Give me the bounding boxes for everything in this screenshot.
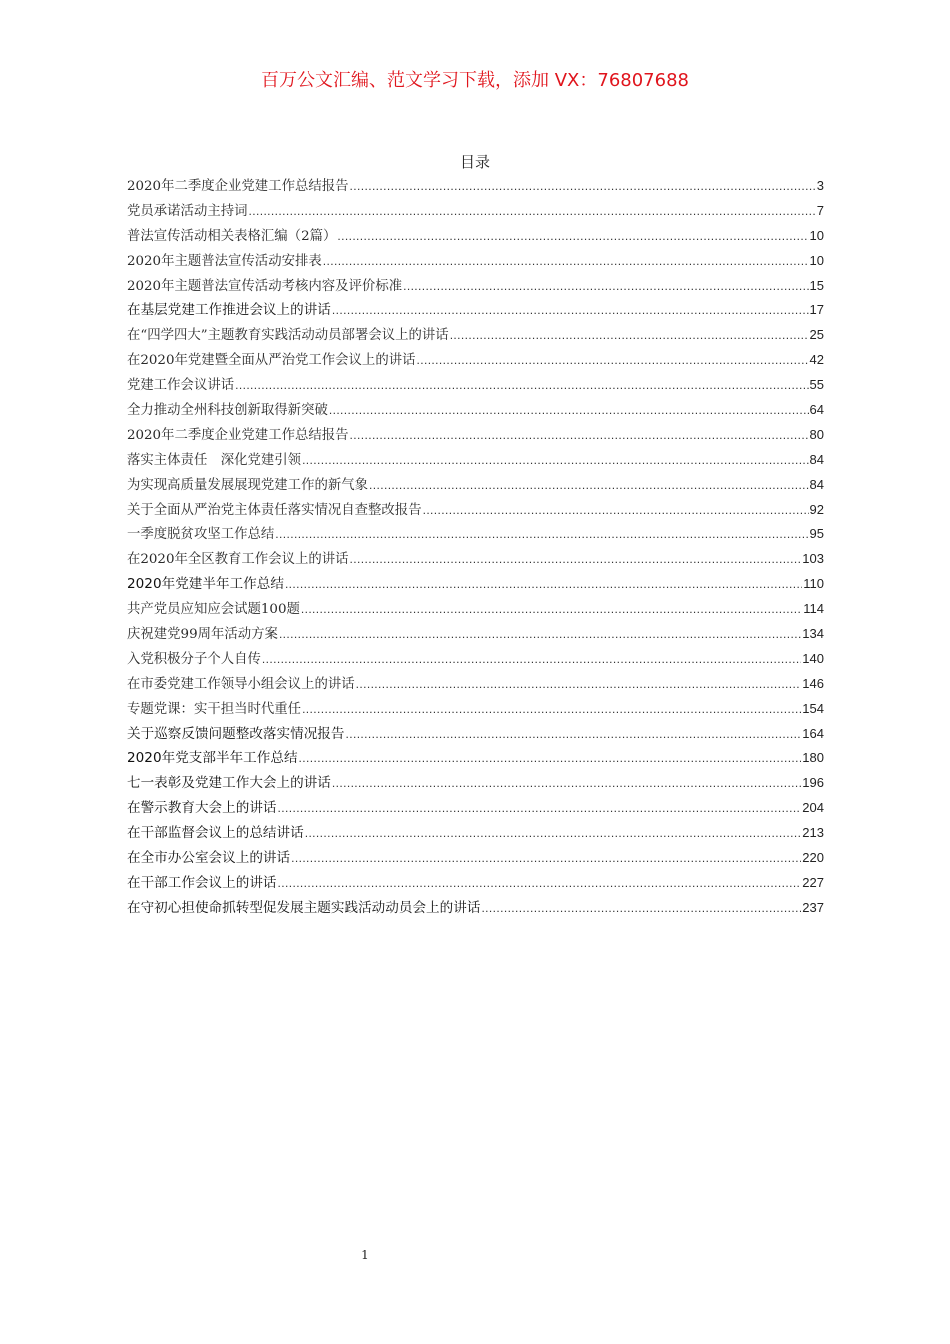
dot-leader	[291, 846, 801, 871]
dot-leader	[332, 298, 809, 323]
dot-leader	[249, 199, 816, 224]
toc-entry-title: 关于全面从严治党主体责任落实情况自查整改报告	[127, 502, 422, 518]
toc-entry-page: 237	[802, 899, 824, 915]
toc-entry[interactable]	[127, 373, 824, 398]
toc-entry[interactable]	[127, 746, 824, 771]
toc-entry-page: 154	[802, 700, 824, 716]
toc-entry[interactable]	[127, 722, 824, 747]
toc-entry-title: 在干部监督会议上的总结讲话	[127, 825, 304, 842]
toc-entry-title: 一季度脱贫攻坚工作总结	[127, 527, 275, 543]
toc-entry-page: 140	[802, 650, 824, 666]
toc-entry-title: 专题党课：实干担当时代重任	[127, 701, 302, 717]
toc-entry[interactable]	[127, 647, 824, 672]
toc-entry-page: 25	[809, 327, 824, 343]
dot-leader	[450, 323, 809, 348]
dot-leader	[332, 771, 801, 796]
dot-leader	[423, 498, 809, 523]
toc-entry-title: 2020年党支部半年工作总结	[127, 750, 298, 767]
toc-entry-title: 入党积极分子个人自传	[127, 651, 261, 667]
toc-entry-page: 134	[802, 626, 824, 642]
toc-entry[interactable]	[127, 249, 824, 274]
table-of-contents	[127, 174, 824, 921]
toc-entry-page: 146	[802, 675, 824, 691]
dot-leader	[302, 448, 808, 473]
dot-leader	[302, 697, 801, 722]
toc-entry-page: 80	[809, 426, 824, 442]
toc-entry[interactable]	[127, 697, 824, 722]
toc-entry-page: 95	[809, 526, 824, 542]
toc-entry-page: 180	[802, 750, 824, 766]
toc-entry-title: 在干部工作会议上的讲话	[127, 874, 277, 891]
toc-entry[interactable]	[127, 298, 824, 323]
dot-leader	[262, 647, 801, 672]
toc-entry[interactable]	[127, 274, 824, 299]
toc-entry-title: 2020年二季度企业党建工作总结报告	[127, 427, 349, 443]
toc-entry-title: 全力推动全州科技创新取得新突破	[127, 403, 328, 419]
toc-entry-page: 7	[816, 202, 824, 218]
toc-entry-page: 227	[802, 874, 824, 890]
toc-title: 目录	[459, 153, 490, 171]
toc-entry-title: 在基层党建工作推进会议上的讲话	[127, 302, 331, 319]
toc-entry-title: 在守初心担使命抓转型促发展主题实践活动动员会上的讲话	[127, 899, 481, 916]
toc-entry-title: 党员承诺活动主持词	[127, 203, 248, 219]
toc-entry-page: 84	[809, 451, 824, 467]
toc-entry[interactable]	[127, 348, 824, 373]
toc-entry-title: 2020年主题普法宣传活动考核内容及评价标准	[127, 278, 403, 294]
toc-entry[interactable]	[127, 199, 824, 224]
dot-leader	[350, 423, 809, 448]
toc-entry-title: 庆祝建党99周年活动方案	[127, 627, 278, 643]
toc-entry-title: 2020年党建半年工作总结	[127, 576, 284, 593]
dot-leader	[369, 473, 809, 498]
toc-entry-title: 关于巡察反馈问题整改落实情况报告	[127, 725, 345, 742]
toc-entry-title: 在2020年全区教育工作会议上的讲话	[127, 552, 349, 568]
toc-entry[interactable]	[127, 398, 824, 423]
toc-entry[interactable]	[127, 423, 824, 448]
toc-entry-title: 为实现高质量发展展现党建工作的新气象	[127, 477, 369, 493]
dot-leader	[275, 522, 808, 547]
toc-entry[interactable]	[127, 522, 824, 547]
toc-entry-page: 92	[809, 501, 824, 517]
dot-leader	[350, 174, 816, 199]
toc-entry-title: 在2020年党建暨全面从严治党工作会议上的讲话	[127, 353, 416, 369]
toc-entry[interactable]	[127, 473, 824, 498]
toc-entry[interactable]	[127, 572, 824, 597]
toc-entry-page: 64	[809, 402, 824, 418]
toc-entry-page: 10	[809, 227, 824, 243]
toc-entry-page: 17	[809, 302, 824, 318]
toc-entry-page: 196	[802, 775, 824, 791]
dot-leader	[285, 572, 802, 597]
toc-entry-page: 114	[803, 601, 824, 617]
toc-entry-page: 220	[802, 850, 824, 866]
dot-leader	[279, 622, 801, 647]
toc-entry-title: 七一表彰及党建工作大会上的讲话	[127, 775, 331, 792]
toc-entry-page: 3	[816, 178, 824, 193]
toc-entry-title: 党建工作会议讲话	[127, 378, 235, 394]
dot-leader	[356, 672, 802, 697]
dot-leader	[301, 597, 802, 622]
toc-entry[interactable]	[127, 672, 824, 697]
toc-entry[interactable]	[127, 224, 824, 249]
toc-entry-title: 在全市办公室会议上的讲话	[127, 850, 291, 867]
toc-entry-title: 在警示教育大会上的讲话	[127, 800, 277, 817]
toc-entry-title: 在市委党建工作领导小组会议上的讲话	[127, 676, 355, 692]
toc-entry-title: 2020年二季度企业党建工作总结报告	[127, 179, 349, 194]
toc-entry[interactable]	[127, 846, 824, 871]
toc-entry[interactable]	[127, 323, 824, 348]
toc-entry[interactable]	[127, 896, 824, 921]
toc-entry-page: 204	[802, 800, 824, 816]
toc-entry-page: 55	[809, 377, 824, 393]
toc-entry-page: 164	[802, 725, 824, 741]
toc-entry-title: 在“四学四大”主题教育实践活动动员部署会议上的讲话	[127, 328, 449, 344]
dot-leader	[299, 746, 802, 771]
toc-entry-page: 110	[803, 576, 824, 592]
toc-entry[interactable]	[127, 771, 824, 796]
toc-entry[interactable]	[127, 821, 824, 846]
dot-leader	[323, 249, 809, 274]
dot-leader	[329, 398, 809, 423]
toc-entry[interactable]	[127, 547, 824, 572]
toc-entry-page: 42	[809, 352, 824, 368]
toc-entry[interactable]	[127, 174, 824, 199]
dot-leader	[278, 796, 802, 821]
toc-entry-title: 普法宣传活动相关表格汇编（2篇）	[127, 228, 337, 244]
toc-entry[interactable]	[127, 448, 824, 473]
toc-entry[interactable]	[127, 871, 824, 896]
download-banner: 百万公文汇编、范文学习下载，添加 VX：76807688	[261, 70, 689, 91]
dot-leader	[403, 274, 808, 299]
toc-entry[interactable]	[127, 622, 824, 647]
toc-entry-page: 15	[809, 277, 824, 293]
toc-entry-page: 103	[802, 551, 824, 567]
dot-leader	[346, 722, 802, 747]
dot-leader	[481, 896, 801, 921]
dot-leader	[350, 547, 802, 572]
dot-leader	[337, 224, 808, 249]
toc-entry-page: 213	[802, 825, 824, 841]
toc-entry-title: 2020年主题普法宣传活动安排表	[127, 253, 322, 269]
toc-entry-title: 共产党员应知应会试题100题	[127, 602, 300, 618]
dot-leader	[278, 871, 802, 896]
dot-leader	[235, 373, 808, 398]
toc-entry-title: 落实主体责任 深化党建引领	[127, 452, 302, 468]
toc-entry-page: 10	[809, 252, 824, 268]
toc-entry[interactable]	[127, 796, 824, 821]
page-number: 1	[361, 1248, 369, 1262]
toc-entry-page: 84	[809, 476, 824, 492]
toc-entry[interactable]	[127, 597, 824, 622]
dot-leader	[417, 348, 809, 373]
dot-leader	[305, 821, 802, 846]
toc-entry[interactable]	[127, 498, 824, 523]
